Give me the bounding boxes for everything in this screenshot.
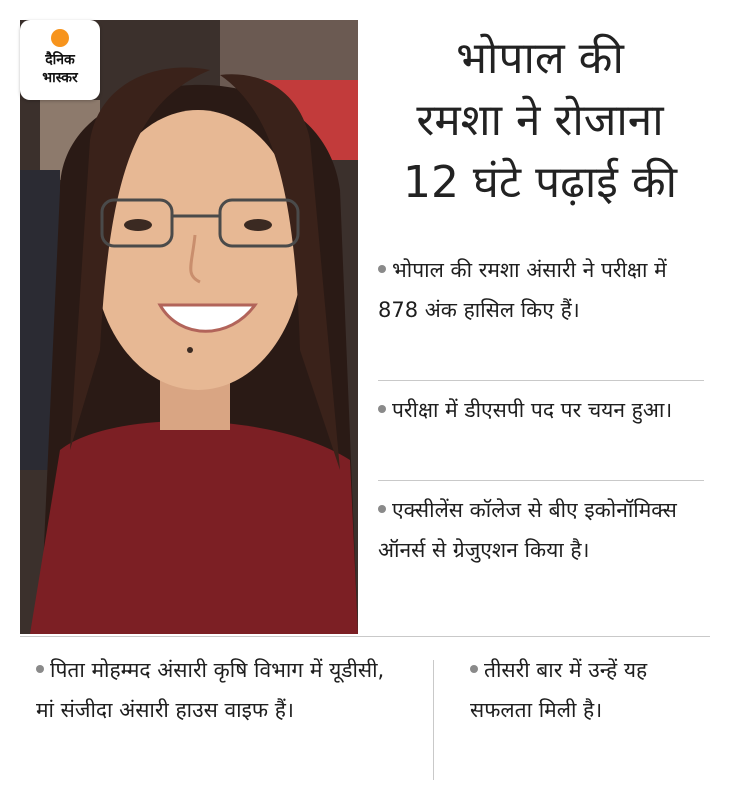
logo-line-2: भास्कर: [42, 70, 78, 86]
sun-icon: [51, 29, 69, 47]
side-point-2: [378, 390, 704, 430]
portrait-photo: [20, 20, 358, 634]
headline: [370, 28, 710, 214]
headline-line-1: भोपाल की: [456, 33, 624, 84]
bullet-icon: [36, 665, 44, 673]
bottom-point-text: पिता मोहम्मद अंसारी कृषि विभाग में यूडीसी, मां संजीदा अंसारी हाउस वाइफ हैं।: [36, 658, 385, 722]
side-point-1: [378, 250, 704, 330]
side-point-text: एक्सीलेंस कॉलेज से बीए इकोनॉमिक्स ऑनर्स से ग्रेजुएशन किया है।: [378, 498, 677, 562]
vertical-divider: [433, 660, 434, 780]
bottom-point-text: तीसरी बार में उन्हें यह सफलता मिली है।: [470, 658, 648, 722]
bottom-point-2: [470, 650, 700, 730]
headline-line-2: रमशा ने रोजाना: [416, 95, 664, 146]
side-point-text: परीक्षा में डीएसपी पद पर चयन हुआ।: [392, 398, 673, 422]
side-point-text: भोपाल की रमशा अंसारी ने परीक्षा में 878 अंक हासिल किए हैं।: [378, 258, 667, 322]
divider: [378, 380, 704, 381]
bottom-point-1: [36, 650, 396, 730]
bullet-icon: [378, 265, 386, 273]
portrait-illustration: [20, 20, 358, 634]
dainik-bhaskar-logo: [20, 20, 100, 100]
bullet-icon: [470, 665, 478, 673]
divider: [378, 480, 704, 481]
headline-line-3: 12 घंटे पढ़ाई की: [402, 157, 678, 208]
section-divider: [20, 636, 710, 637]
bullet-icon: [378, 405, 386, 413]
logo-line-1: दैनिक: [45, 52, 75, 68]
side-point-3: [378, 490, 704, 570]
bullet-icon: [378, 505, 386, 513]
